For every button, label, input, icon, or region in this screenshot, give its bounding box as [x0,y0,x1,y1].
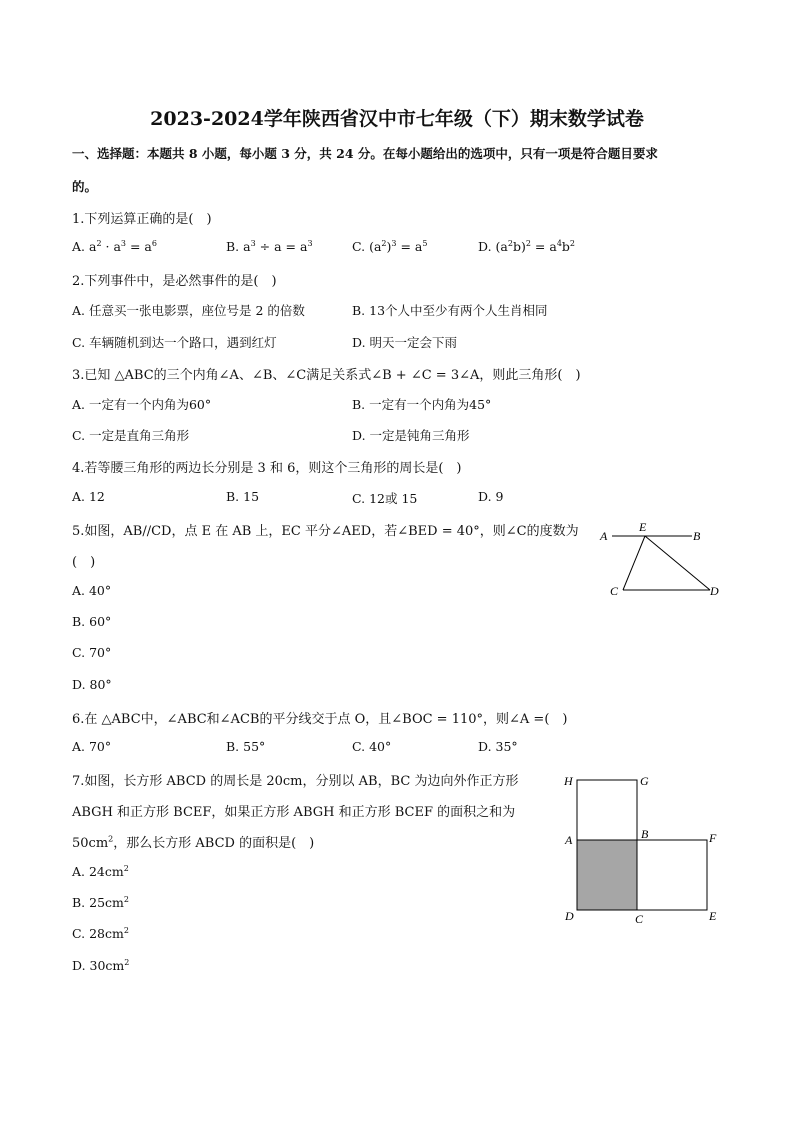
question-7-option-c: C. $28cm^2$ [72,925,129,941]
question-5-option-a: A. 40° [72,583,112,598]
question-6-option-a: A. 70° [72,739,112,754]
label-e: E [709,909,717,923]
question-2-stem: 2.下列事件中，是必然事件的是( ) [72,274,277,289]
question-7-option-d: D. $30cm^2$ [72,957,130,973]
label-g: G [640,774,649,788]
line-ec [623,536,645,590]
question-7-stem: 7.如图，长方形 ABCD 的周长是 20cm，分别以 AB，BC 为边向外作正方形 [72,774,519,789]
label-a: A [565,833,573,847]
label-h: H [564,774,573,788]
label-c: C [610,584,619,598]
question-6-option-c: C. 40° [352,739,392,754]
question-7-stem-cont: ABGH 和正方形 BCEF，如果正方形 ABGH 和正方形 BCEF 的面积之和为 [72,805,516,820]
question-1-option-a: A. $a^2 \cdot a^3 = a^6$ [72,238,157,254]
question-4-option-b: B. 15 [226,489,260,504]
square-abgh [577,780,637,840]
label-f: F [709,831,717,845]
question-4-stem: 4.若等腰三角形的两边长分别是 3 和 6，则这个三角形的周长是( ) [72,461,462,476]
page-title: 2023-2024学年陕西省汉中市七年级（下）期末数学试卷 [150,108,644,130]
question-5-stem-cont: ( ) [72,555,96,570]
question-7-figure [560,770,730,930]
question-3-option-d: D. 一定是钝角三角形 [352,428,470,443]
question-2-option-c: C. 车辆随机到达一个路口，遇到红灯 [72,335,277,350]
question-3-stem: 3.已知 △ABC的三个内角∠A、∠B、∠C满足关系式∠B + ∠C = 3∠A，则此三角形( ) [72,368,581,383]
question-3-option-c: C. 一定是直角三角形 [72,428,190,443]
label-d: D [565,909,574,923]
label-d: D [710,584,719,598]
question-6-stem: 6.在 △ABC中，∠ABC和∠ACB的平分线交于点 O，且∠BOC = 110°，则∠A =( ) [72,712,568,727]
line-ed [645,536,710,590]
question-1-option-c: C. $(a^2)^3 = a^5$ [352,238,428,254]
question-7-stem-cont-2: $50cm^2$，那么长方形 ABCD 的面积是( ) [72,834,315,851]
question-3-option-b: B. 一定有一个内角为45° [352,397,492,412]
question-1-option-b: B. $a^3 \div a = a^3$ [226,238,313,254]
question-5-option-c: C. 70° [72,645,112,660]
label-e: E [639,520,647,534]
question-7-option-a: A. $24cm^2$ [72,863,129,879]
question-4-option-a: A. 12 [72,489,105,504]
question-1-option-d: D. $(a^2b)^2 = a^4b^2$ [478,238,576,254]
rectangle-abcd [577,840,637,910]
square-bcef [637,840,707,910]
question-6-option-d: D. 35° [478,739,518,754]
question-4-option-c: C. 12或 15 [352,491,418,506]
label-b: B [693,529,701,543]
question-7-option-b: B. $25cm^2$ [72,894,129,910]
question-1-stem: 1.下列运算正确的是( ) [72,212,212,227]
question-5-option-b: B. 60° [72,614,112,629]
question-3-option-a: A. 一定有一个内角为60° [72,397,212,412]
question-5-figure [590,518,730,606]
question-4-option-d: D. 9 [478,489,504,504]
section-heading-line2: 的。 [72,179,98,194]
question-2-option-b: B. 13个人中至少有两个人生肖相同 [352,303,548,318]
section-heading-line1: 一、选择题：本题共 8 小题，每小题 3 分，共 24 分。在每小题给出的选项中，只有一项是符合题目要求 [72,146,658,161]
question-6-option-b: B. 55° [226,739,266,754]
label-c: C [635,912,644,926]
label-a: A [600,529,608,543]
question-5-stem: 5.如图，AB//CD，点 E 在 AB 上，EC 平分∠AED，若∠BED = 40°，则∠C的度数为 [72,524,579,539]
question-5-option-d: D. 80° [72,677,112,692]
label-b: B [641,827,649,841]
question-2-option-a: A. 任意买一张电影票，座位号是 2 的倍数 [72,303,305,318]
question-2-option-d: D. 明天一定会下雨 [352,335,458,350]
